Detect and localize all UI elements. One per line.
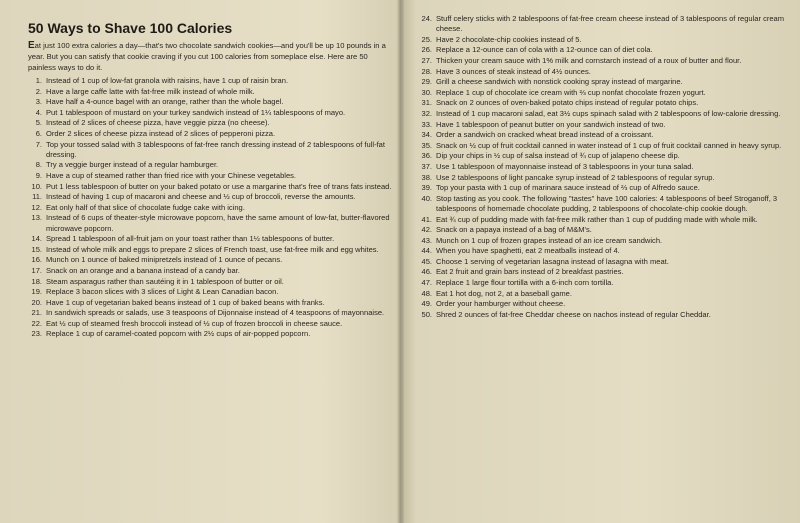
list-item bbox=[22, 255, 392, 265]
list-item bbox=[410, 162, 788, 172]
item-text: Steam asparagus rather than sautéing it in 1 tablespoon of butter or oil. bbox=[46, 276, 284, 286]
list-item bbox=[22, 266, 392, 276]
list-item bbox=[22, 308, 392, 318]
list-item bbox=[22, 160, 392, 170]
item-number: 46. bbox=[421, 267, 432, 277]
list-item bbox=[410, 56, 788, 66]
item-text: Put 1 less tablespoon of butter on your baked potato or use a margarine that's free of trans fats instead. bbox=[46, 181, 392, 191]
list-item bbox=[22, 287, 392, 297]
item-text: When you have spaghetti, eat 2 meatballs instead of 4. bbox=[436, 246, 620, 256]
item-text: Eat only half of that slice of chocolate fudge cake with icing. bbox=[46, 202, 245, 212]
list-item bbox=[410, 215, 788, 225]
item-number: 26. bbox=[421, 45, 432, 55]
list-item bbox=[22, 140, 392, 160]
item-number: 19. bbox=[31, 287, 42, 297]
tips-list-left bbox=[22, 76, 392, 340]
item-text: Snack on 2 ounces of oven-baked potato chips instead of regular potato chips. bbox=[436, 98, 699, 108]
list-item bbox=[22, 192, 392, 202]
item-number: 40. bbox=[421, 193, 432, 203]
item-text: Try a veggie burger instead of a regular hamburger. bbox=[46, 160, 219, 170]
item-number: 48. bbox=[421, 288, 432, 298]
item-number: 36. bbox=[421, 151, 432, 161]
item-number: 6. bbox=[35, 128, 42, 138]
item-text: Have 3 ounces of steak instead of 4½ ounces. bbox=[436, 66, 591, 76]
item-number: 7. bbox=[35, 139, 42, 149]
list-item bbox=[410, 35, 788, 45]
item-text: Munch on 1 cup of frozen grapes instead of an ice cream sandwich. bbox=[436, 235, 663, 245]
item-text: Order a sandwich on cracked wheat bread instead of a croissant. bbox=[436, 130, 654, 140]
item-text: Grill a cheese sandwich with nonstick cooking spray instead of margarine. bbox=[436, 77, 683, 87]
item-text: Top your tossed salad with 3 tablespoons of fat-free ranch dressing instead of 2 tablespoons of full-fat dressing. bbox=[46, 139, 385, 159]
item-number: 16. bbox=[31, 255, 42, 265]
intro-text: at just 100 extra calories a day—that's two chocolate sandwich cookies—and you'll be up 10 pounds in a year. But you can satisfy that cookie craving if you cut 100 calories from someplace else. Here are 50 painless ways to do it. bbox=[28, 41, 386, 72]
item-text: Put 1 tablespoon of mustard on your turkey sandwich instead of 1¼ tablespoons of mayo. bbox=[46, 107, 346, 117]
item-number: 41. bbox=[421, 214, 432, 224]
item-number: 11. bbox=[32, 192, 42, 202]
item-text: Spread 1 tablespoon of all-fruit jam on your toast rather than 1½ tablespoons of butter. bbox=[46, 234, 335, 244]
list-item bbox=[410, 130, 788, 140]
item-number: 15. bbox=[31, 244, 42, 254]
list-item bbox=[22, 76, 392, 86]
item-text: Top your pasta with 1 cup of marinara sauce instead of ⅔ cup of Alfredo sauce. bbox=[436, 183, 700, 193]
item-text: Eat 2 fruit and grain bars instead of 2 breakfast pastries. bbox=[436, 267, 624, 277]
list-item bbox=[22, 97, 392, 107]
item-number: 27. bbox=[421, 55, 432, 65]
item-text: Eat ¾ cup of pudding made with fat-free milk rather than 1 cup of pudding made with whole milk. bbox=[436, 214, 758, 224]
item-number: 38. bbox=[421, 172, 432, 182]
item-text: Have 2 chocolate-chip cookies instead of 5. bbox=[436, 34, 582, 44]
item-text: Thicken your cream sauce with 1% milk and cornstarch instead of a roux of butter and flour. bbox=[436, 55, 742, 65]
item-number: 44. bbox=[421, 246, 432, 256]
item-number: 5. bbox=[35, 118, 42, 128]
item-text: Have half a 4-ounce bagel with an orange, rather than the whole bagel. bbox=[46, 97, 284, 107]
item-number: 22. bbox=[31, 318, 42, 328]
item-text: Order your hamburger without cheese. bbox=[436, 299, 566, 309]
item-text: Snack on ½ cup of fruit cocktail canned in water instead of 1 cup of fruit cocktail canned in heavy syrup. bbox=[436, 140, 782, 150]
item-text: Replace a 12-ounce can of cola with a 12-ounce can of diet cola. bbox=[436, 45, 653, 55]
item-text: Snack on an orange and a banana instead of a candy bar. bbox=[46, 265, 240, 275]
item-number: 25. bbox=[421, 34, 432, 44]
list-item bbox=[410, 141, 788, 151]
item-text: Instead of 1 cup macaroni salad, eat 3½ cups spinach salad with 2 tablespoons of low-calorie dressing. bbox=[436, 108, 781, 118]
item-number: 29. bbox=[421, 77, 432, 87]
list-item bbox=[410, 194, 788, 214]
list-item bbox=[22, 277, 392, 287]
list-item bbox=[410, 109, 788, 119]
item-number: 35. bbox=[421, 140, 432, 150]
list-item bbox=[410, 267, 788, 277]
list-item bbox=[410, 278, 788, 288]
item-text: Replace 3 bacon slices with 3 slices of Light & Lean Canadian bacon. bbox=[46, 287, 279, 297]
item-text: Instead of 1 cup of low-fat granola with raisins, have 1 cup of raisin bran. bbox=[46, 76, 289, 85]
page-title: 50 Ways to Shave 100 Calories bbox=[28, 20, 233, 36]
list-item bbox=[22, 129, 392, 139]
item-text: Replace 1 cup of chocolate ice cream with ⅔ cup nonfat chocolate frozen yogurt. bbox=[436, 87, 706, 97]
list-item bbox=[410, 45, 788, 55]
intro-dropcap: E bbox=[28, 40, 35, 51]
item-text: Instead of 2 slices of cheese pizza, have veggie pizza (no cheese). bbox=[46, 118, 270, 128]
list-item bbox=[22, 213, 392, 233]
item-number: 9. bbox=[35, 170, 42, 180]
item-number: 21. bbox=[31, 308, 42, 318]
item-text: Use 1 tablespoon of mayonnaise instead of 3 tablespoons in your tuna salad. bbox=[436, 161, 694, 171]
item-text: Stop tasting as you cook. The following "tastes" have 100 calories: 4 tablespoons of beef Stroganoff, 3 tablespoons of homemade chocolate pudding, 2 tablespoons of chocolate-chip cookie dough. bbox=[436, 193, 778, 213]
item-number: 42. bbox=[421, 225, 432, 235]
item-number: 31. bbox=[421, 98, 432, 108]
item-number: 30. bbox=[421, 87, 432, 97]
list-item bbox=[410, 299, 788, 309]
item-text: Munch on 1 ounce of baked minipretzels instead of 1 ounce of pecans. bbox=[46, 255, 283, 265]
item-text: Eat ½ cup of steamed fresh broccoli instead of ½ cup of frozen broccoli in cheese sauce. bbox=[46, 318, 343, 328]
item-number: 43. bbox=[421, 235, 432, 245]
item-number: 2. bbox=[35, 86, 42, 96]
item-number: 24. bbox=[421, 14, 432, 23]
item-text: Snack on a papaya instead of a bag of M&M's. bbox=[436, 225, 592, 235]
item-number: 8. bbox=[35, 160, 42, 170]
list-item bbox=[410, 173, 788, 183]
item-text: Eat 1 hot dog, not 2, at a baseball game. bbox=[436, 288, 572, 298]
item-text: In sandwich spreads or salads, use 3 teaspoons of Dijonnaise instead of 4 teaspoons of mayonnaise. bbox=[46, 308, 385, 318]
item-number: 34. bbox=[421, 130, 432, 140]
item-number: 33. bbox=[421, 119, 432, 129]
page-gutter bbox=[398, 0, 404, 523]
list-item bbox=[410, 236, 788, 246]
item-text: Shred 2 ounces of fat-free Cheddar cheese on nachos instead of regular Cheddar. bbox=[436, 309, 711, 319]
item-number: 50. bbox=[421, 309, 432, 319]
item-number: 18. bbox=[31, 276, 42, 286]
item-text: Order 2 slices of cheese pizza instead of 2 slices of pepperoni pizza. bbox=[46, 128, 276, 138]
list-item bbox=[22, 298, 392, 308]
list-item bbox=[410, 183, 788, 193]
item-text: Instead of 6 cups of theater-style microwave popcorn, have the same amount of low-fat, butter-flavored microwave popcorn. bbox=[46, 213, 390, 233]
item-number: 13. bbox=[31, 213, 42, 223]
list-item bbox=[22, 87, 392, 97]
list-item bbox=[410, 225, 788, 235]
item-text: Have a large caffe latte with fat-free milk instead of whole milk. bbox=[46, 86, 255, 96]
item-number: 3. bbox=[35, 97, 42, 107]
item-number: 1. bbox=[35, 76, 42, 85]
item-number: 14. bbox=[31, 234, 42, 244]
item-number: 17. bbox=[31, 265, 42, 275]
list-item bbox=[410, 88, 788, 98]
item-text: Stuff celery sticks with 2 tablespoons of fat-free cream cheese instead of 3 tablespoons of regular cream cheese. bbox=[436, 14, 785, 34]
list-item bbox=[22, 118, 392, 128]
item-number: 37. bbox=[421, 161, 432, 171]
list-item bbox=[22, 245, 392, 255]
item-text: Use 2 tablespoons of light pancake syrup instead of 2 tablespoons of regular syrup. bbox=[436, 172, 715, 182]
item-text: Choose 1 serving of vegetarian lasagna instead of lasagna with meat. bbox=[436, 256, 669, 266]
item-text: Dip your chips in ½ cup of salsa instead of ¾ cup of jalapeno cheese dip. bbox=[436, 151, 680, 161]
item-number: 12. bbox=[31, 202, 42, 212]
item-text: Instead of whole milk and eggs to prepare 2 slices of French toast, use fat-free milk and egg whites. bbox=[46, 244, 379, 254]
item-number: 32. bbox=[421, 108, 432, 118]
list-item bbox=[410, 289, 788, 299]
item-number: 47. bbox=[421, 278, 432, 288]
list-item bbox=[410, 67, 788, 77]
item-number: 4. bbox=[35, 107, 42, 117]
list-item bbox=[22, 171, 392, 181]
item-text: Have a cup of steamed rather than fried rice with your Chinese vegetables. bbox=[46, 170, 297, 180]
item-text: Replace 1 large flour tortilla with a 6-inch corn tortilla. bbox=[436, 278, 614, 288]
list-item bbox=[22, 329, 392, 339]
list-item bbox=[22, 203, 392, 213]
list-item bbox=[410, 310, 788, 320]
right-page bbox=[410, 0, 788, 523]
item-number: 45. bbox=[421, 256, 432, 266]
item-text: Have 1 tablespoon of peanut butter on your sandwich instead of two. bbox=[436, 119, 666, 129]
left-page bbox=[22, 0, 392, 523]
list-item bbox=[410, 98, 788, 108]
item-number: 10. bbox=[31, 181, 42, 191]
list-item bbox=[410, 14, 788, 34]
item-text: Replace 1 cup of caramel-coated popcorn with 2½ cups of air-popped popcorn. bbox=[46, 329, 311, 339]
item-number: 20. bbox=[31, 297, 42, 307]
tips-list-right bbox=[410, 14, 788, 320]
list-item bbox=[410, 257, 788, 267]
list-item bbox=[22, 182, 392, 192]
list-item bbox=[22, 234, 392, 244]
list-item bbox=[410, 246, 788, 256]
list-item bbox=[410, 77, 788, 87]
list-item bbox=[410, 120, 788, 130]
item-text: Have 1 cup of vegetarian baked beans instead of 1 cup of baked beans with franks. bbox=[46, 297, 325, 307]
item-number: 49. bbox=[421, 299, 432, 309]
intro-paragraph bbox=[28, 40, 392, 73]
item-number: 28. bbox=[421, 66, 432, 76]
list-item bbox=[22, 319, 392, 329]
item-number: 39. bbox=[421, 183, 432, 193]
list-item bbox=[22, 108, 392, 118]
item-text: Instead of having 1 cup of macaroni and cheese and ½ cup of broccoli, reverse the amounts. bbox=[46, 192, 356, 202]
list-item bbox=[410, 151, 788, 161]
item-number: 23. bbox=[31, 329, 42, 339]
